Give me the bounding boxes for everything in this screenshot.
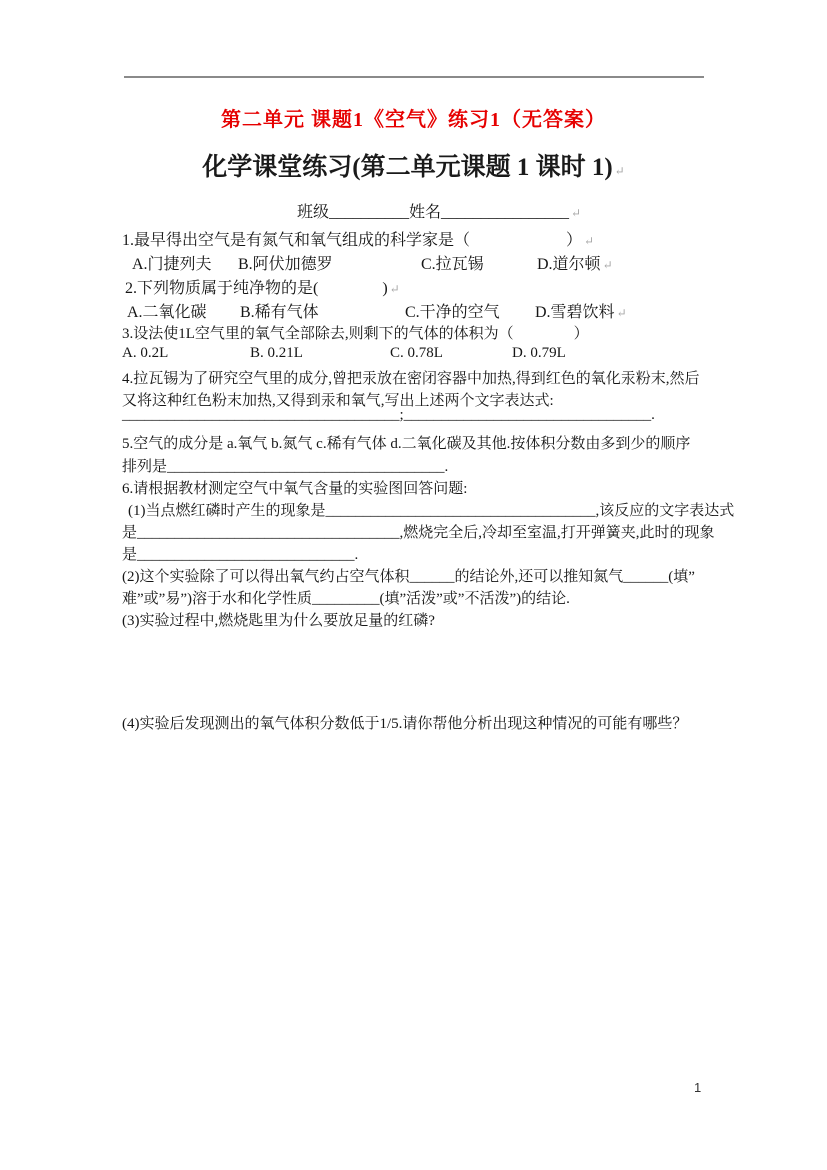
q6-intro: 6.请根据教材测定空气中氧气含量的实验图回答问题: [122, 481, 468, 497]
paragraph-mark-icon: ↵ [389, 282, 400, 296]
q5-line1: 5.空气的成分是 a.氧气 b.氮气 c.稀有气体 d.二氧化碳及其他.按体积分数由多到少的顺序 [122, 436, 691, 452]
header-rule [124, 76, 704, 78]
q2-stem: 2.下列物质属于纯净物的是( ) ↵ [125, 280, 400, 297]
q6-part2-line2: 难”或”易”)溶于水和化学性质_________(填”活泼”或”不活泼”)的结论. [122, 591, 570, 607]
q4-line2: 又将这种红色粉末加热,又得到汞和氧气,写出上述两个文字表达式: [122, 393, 554, 409]
class-name-blanks: 班级__________姓名________________ [297, 204, 570, 221]
q6-part1-line1: (1)当点燃红磷时产生的现象是____________________________________,该反应的文字表达式 [128, 503, 735, 519]
q1-option-c: C.拉瓦锡 [421, 256, 484, 273]
q4-line1: 4.拉瓦锡为了研究空气里的成分,曾把汞放在密闭容器中加热,得到红色的氧化汞粉末,然后 [122, 371, 700, 387]
q3-option-a: A. 0.2L [122, 345, 169, 361]
q1-stem: 1.最早得出空气是有氮气和氧气组成的科学家是（ ） ↵ [122, 232, 595, 249]
doc-title: 第二单元 课题1《空气》练习1（无答案） [221, 109, 606, 131]
q2-option-c: C.干净的空气 [405, 304, 500, 321]
q1-option-a: A.门捷列夫 [132, 256, 212, 273]
paragraph-mark-icon: ↵ [602, 258, 613, 272]
sheet-title: 化学课堂练习(第二单元课题 1 课时 1) [202, 154, 613, 181]
paragraph-mark-icon: ↵ [571, 206, 582, 220]
q4-answer-blank: _____________________________________;_________________________________. [122, 407, 655, 423]
q3-option-c: C. 0.78L [390, 345, 443, 361]
class-name-line [297, 199, 581, 222]
paragraph-mark-icon: ↵ [614, 164, 625, 178]
q2-option-d: D.雪碧饮料 ↵ [535, 304, 627, 321]
q6-part1-line3: 是_____________________________. [122, 547, 359, 563]
q3-stem: 3.设法使1L空气里的氧气全部除去,则剩下的气体的体积为（ ） [122, 326, 589, 342]
q2-option-a: A.二氧化碳 [127, 304, 207, 321]
q6-part2-line1: (2)这个实验除了可以得出氧气约占空气体积______的结论外,还可以推知氮气______(填” [122, 569, 695, 585]
q1-option-d: D.道尔顿 ↵ [537, 256, 613, 273]
paragraph-mark-icon: ↵ [616, 306, 627, 320]
sheet-title-row [0, 147, 827, 183]
q1-option-b: B.阿伏加德罗 [238, 256, 333, 273]
q6-part1-line2: 是___________________________________,燃烧完全后,冷却至室温,打开弹簧夹,此时的现象 [122, 525, 715, 541]
q5-line2: 排列是_____________________________________. [122, 459, 449, 475]
page-number: 1 [694, 1080, 702, 1095]
q6-part4: (4)实验后发现测出的氧气体积分数低于1/5.请你帮他分析出现这种情况的可能有哪些？ [122, 716, 688, 732]
paragraph-mark-icon: ↵ [584, 234, 595, 248]
q6-part3: (3)实验过程中,燃烧匙里为什么要放足量的红磷? [122, 613, 435, 629]
q3-option-b: B. 0.21L [250, 345, 303, 361]
q2-option-b: B.稀有气体 [240, 304, 319, 321]
q3-option-d: D. 0.79L [512, 345, 566, 361]
